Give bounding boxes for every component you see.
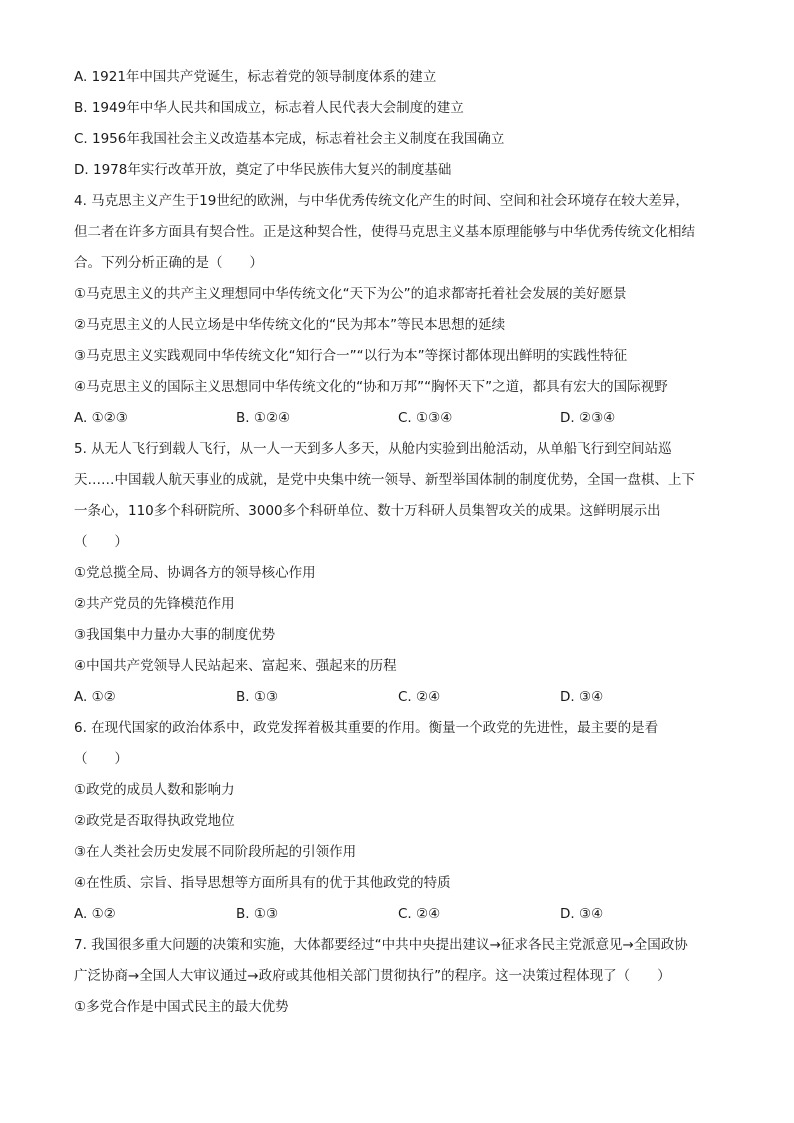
q7-item-1: ①多党合作是中国式民主的最大优势 [74,999,289,1015]
q4-choice-d: D. ②③④ [560,410,616,426]
q5-stem-line-4: （ ） [74,534,128,550]
q5-item-1: ①党总揽全局、协调各方的领导核心作用 [74,565,316,581]
q5-choices [74,682,722,713]
q5-stem-line-1: 5. 从无人飞行到载人飞行，从一人一天到多人多天，从舱内实验到出舱活动，从单船飞行到空间站巡 [74,441,672,457]
q4-item-1: ①马克思主义的共产主义理想同中华传统文化“天下为公”的追求都寄托着社会发展的美好愿景 [74,286,627,302]
q5-choice-d: D. ③④ [560,689,604,705]
q5-item-4: ④中国共产党领导人民站起来、富起来、强起来的历程 [74,658,397,674]
q6-item-2: ②政党是否取得执政党地位 [74,813,235,829]
q6-item-3: ③在人类社会历史发展不同阶段所起的引领作用 [74,844,357,860]
exam-page [74,62,722,1023]
q5-choice-a: A. ①② [74,689,116,705]
q6-choice-c: C. ②④ [398,906,441,922]
q6-choice-d: D. ③④ [560,906,604,922]
q3-option-d: D. 1978年实行改革开放，奠定了中华民族伟大复兴的制度基础 [74,162,452,178]
q5-stem-line-2: 天……中国载人航天事业的成就，是党中央集中统一领导、新型举国体制的制度优势，全国一盘棋、上下 [74,472,695,488]
q6-choice-a: A. ①② [74,906,116,922]
q7-stem-line-1: 7. 我国很多重大问题的决策和实施，大体都要经过“中共中央提出建议→征求各民主党派意见→全国政协 [74,937,688,953]
q5-stem-line-3: 一条心，110多个科研院所、3000多个科研单位、数十万科研人员集智攻关的成果。这鲜明展示出 [74,503,661,519]
q3-option-b: B. 1949年中华人民共和国成立，标志着人民代表大会制度的建立 [74,100,464,116]
q4-choice-b: B. ①②④ [236,410,291,426]
q6-item-4: ④在性质、宗旨、指导思想等方面所具有的优于其他政党的特质 [74,875,451,891]
q4-choice-c: C. ①③④ [398,410,453,426]
q4-item-4: ④马克思主义的国际主义思想同中华传统文化的“协和万邦”“胸怀天下”之道，都具有宏大的国际视野 [74,379,668,395]
q7-stem-line-2: 广泛协商→全国人大审议通过→政府或其他相关部门贯彻执行”的程序。这一决策过程体现了（ ） [74,968,671,984]
q4-choice-a: A. ①②③ [74,410,128,426]
q4-item-2: ②马克思主义的人民立场是中华传统文化的“民为邦本”等民本思想的延续 [74,317,506,333]
q3-option-a: A. 1921年中国共产党诞生，标志着党的领导制度体系的建立 [74,69,437,85]
q5-choice-b: B. ①③ [236,689,279,705]
q4-item-3: ③马克思主义实践观同中华传统文化“知行合一”“以行为本”等探讨都体现出鲜明的实践性特征 [74,348,628,364]
q4-stem-line-1: 4. 马克思主义产生于19世纪的欧洲，与中华优秀传统文化产生的时间、空间和社会环境存在较大差异， [74,193,689,209]
q6-stem-line-2: （ ） [74,751,128,767]
q5-choice-c: C. ②④ [398,689,441,705]
q6-item-1: ①政党的成员人数和影响力 [74,782,235,798]
q5-item-2: ②共产党员的先锋模范作用 [74,596,235,612]
q6-choice-b: B. ①③ [236,906,279,922]
q5-item-3: ③我国集中力量办大事的制度优势 [74,627,276,643]
q6-choices [74,899,722,930]
q3-option-c: C. 1956年我国社会主义改造基本完成，标志着社会主义制度在我国确立 [74,131,505,147]
q4-stem-line-2: 但二者在许多方面具有契合性。正是这种契合性，使得马克思主义基本原理能够与中华优秀传统文化相结 [74,224,695,240]
q6-stem-line-1: 6. 在现代国家的政治体系中，政党发挥着极其重要的作用。衡量一个政党的先进性，最主要的是看 [74,720,659,736]
q4-choices [74,403,722,434]
q4-stem-line-3: 合。下列分析正确的是（ ） [74,255,263,271]
